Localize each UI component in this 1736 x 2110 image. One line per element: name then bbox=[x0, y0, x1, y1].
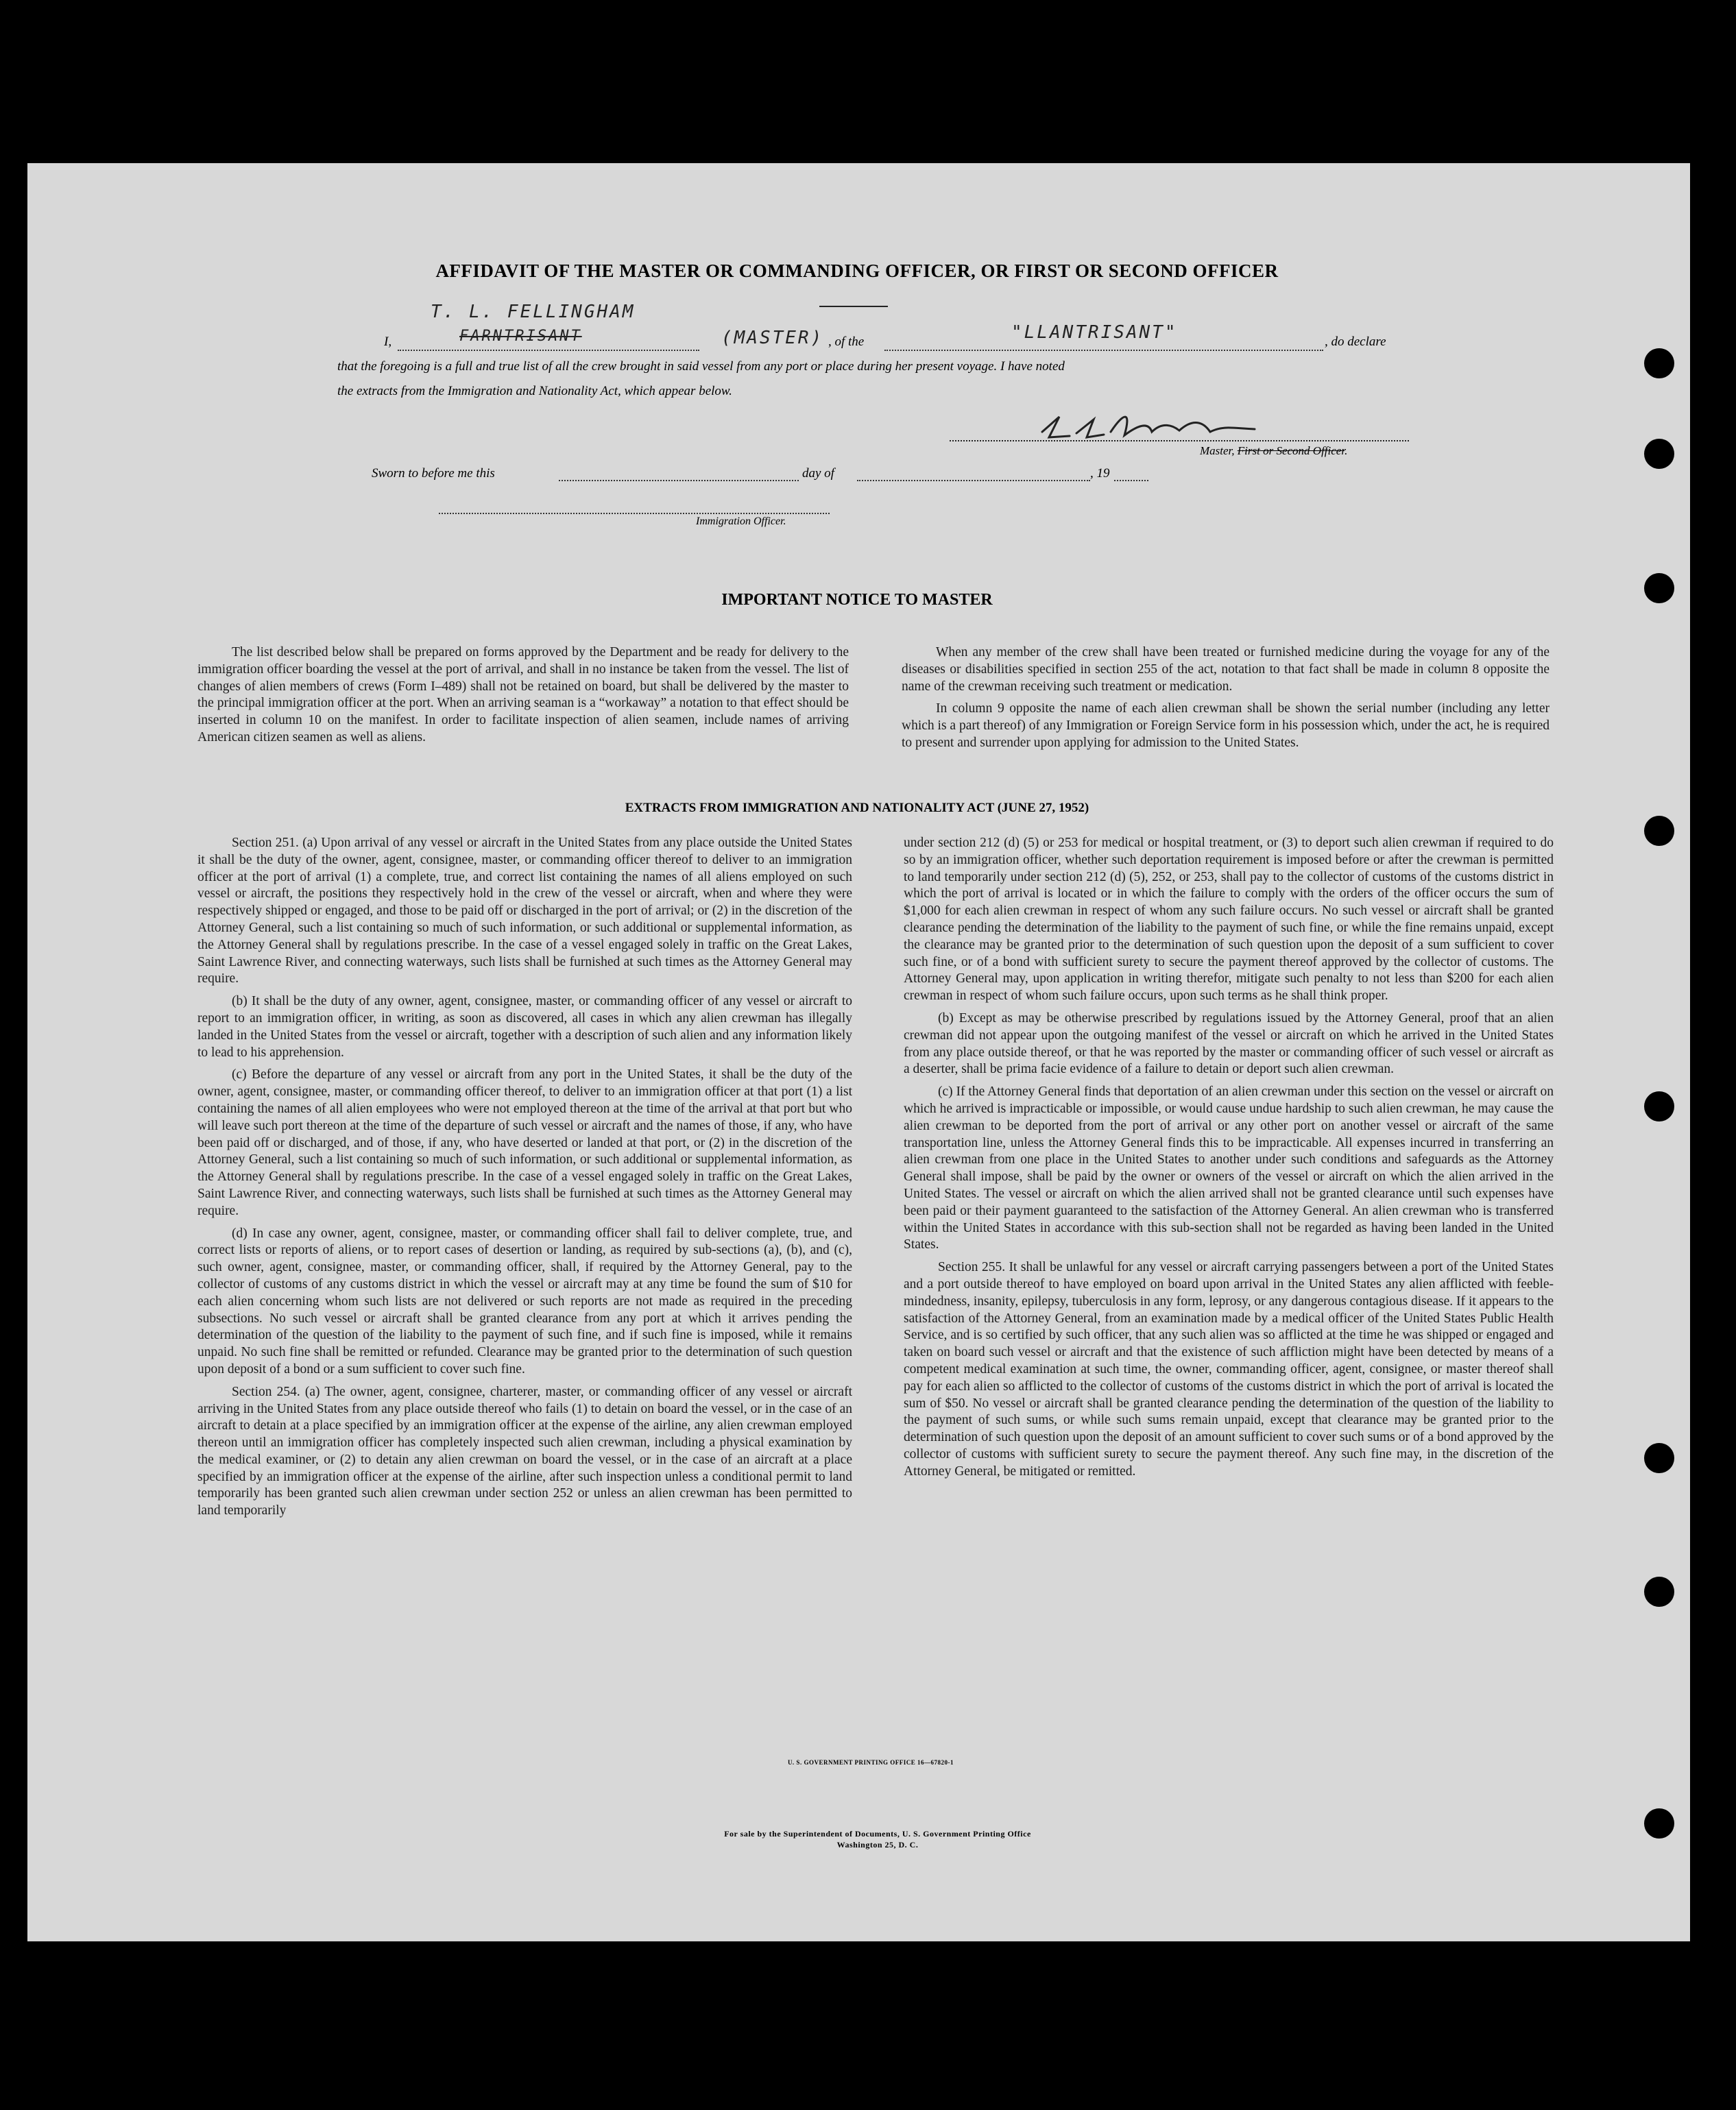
sworn-day-field bbox=[559, 480, 799, 481]
punch-hole bbox=[1644, 1577, 1674, 1607]
notice-title: IMPORTANT NOTICE TO MASTER bbox=[721, 591, 993, 609]
of-the-label: , of the bbox=[828, 335, 865, 349]
notice-right-column bbox=[902, 644, 1550, 757]
punch-hole bbox=[1644, 1443, 1674, 1473]
notice-right-paragraph-1: When any member of the crew shall have been treated or furnished medicine during the voyage for any of the diseases or disabilities specified in section 255 of the act, notation to that fact shall be made in column 8 opposite the name of the crewman receiving such treatment or medication. bbox=[902, 645, 1550, 694]
affidavit-title: AFFIDAVIT OF THE MASTER OR COMMANDING OFFICER, OR FIRST OR SECOND OFFICER bbox=[435, 260, 1279, 281]
punch-hole bbox=[1644, 1091, 1674, 1121]
extract-paragraph: Section 254. (a) The owner, agent, consignee, charterer, master, or commanding officer of any vessel or aircraft arriving in the United States from any place outside thereof who fails (1) to detain on board the vessel, or in the case of an aircraft to detain at a place specified by an immigration officer at the expense of the airline, any alien crewman employed thereon until an immigration officer has completely inspected such alien crewman, including a physical examination by the medical examiner, or (2) to detain any alien crewman on board the vessel, or in the case of an aircraft at a place specified by an immigration officer at the expense of the airline, after such inspection unless a conditional permit to land temporarily has been granted such alien crewman under section 252 or unless an alien crewman has been permitted to land temporarily bbox=[197, 1384, 852, 1518]
extract-paragraph: Section 251. (a) Upon arrival of any vessel or aircraft in the United States from any place outside the United States it shall be the duty of the owner, agent, consignee, master, or commanding officer thereof to deliver to an immigration officer at the port of arrival (1) a complete, true, and correct list containing the names of all aliens employed on such vessel or aircraft, the positions they respectively hold in the crew of the vessel or aircraft, when and where they were respectively shipped or engaged, and those to be paid off or discharged in the port of arrival; or (2) in the discretion of the Attorney General, such a list containing so much of such information, or such additional or supplemental information, as the Attorney General shall by regulations prescribe. In the case of a vessel engaged solely in traffic on the Great Lakes, Saint Lawrence River, and connecting waterways, such lists shall be furnished at such times as the Attorney General may require. bbox=[197, 836, 852, 986]
sworn-label: Sworn to before me this bbox=[372, 466, 495, 481]
caption-master: Master, bbox=[1200, 444, 1238, 457]
punch-hole bbox=[1644, 439, 1674, 469]
punch-hole bbox=[1644, 348, 1674, 378]
vessel-field bbox=[884, 350, 1323, 351]
gpo-line: U. S. GOVERNMENT PRINTING OFFICE 16—67820-1 bbox=[787, 1759, 954, 1766]
extracts-title: EXTRACTS FROM IMMIGRATION AND NATIONALITY ACT (JUNE 27, 1952) bbox=[625, 801, 1089, 815]
sale-line-2: Washington 25, D. C. bbox=[836, 1840, 919, 1850]
signature-line bbox=[950, 440, 1409, 441]
punch-hole bbox=[1644, 1808, 1674, 1839]
name-field bbox=[398, 350, 699, 351]
extract-paragraph: (c) Before the departure of any vessel or aircraft from any port in the United States, it shall be the duty of the owner, agent, consignee, master, or commanding officer thereof, to deliver to an immigration officer at that port (1) a list containing the names of all alien employees who were not employed thereon at the time of the arrival at that port but who will leave such port thereon at the time of the departure of such vessel or aircraft and the names of those, if any, who have been paid off or discharged, and of those, if any, who have deserted or landed at that port, or (2) in the discretion of the Attorney General, such a list containing so much of such information, or such additional or supplemental information, as the Attorney General shall by regulations prescribe. In the case of a vessel engaged solely in traffic on the Great Lakes, Saint Lawrence River, and connecting waterways, such lists shall be furnished at such times as the Attorney General may require. bbox=[197, 1067, 852, 1218]
notice-left-paragraph: The list described below shall be prepared on forms approved by the Department and be ready for delivery to the immigration officer boarding the vessel at the port of arrival, and shall in no instance be taken from the vessel. The list of changes of alien members of crews (Form I–489) shall not be retained on board, but shall be delivered by the master to the principal immigration officer at the port. When an arriving seaman is a “workaway” a notation to that effect should be inserted in column 10 on the manifest. In order to facilitate inspection of alien seamen, include names of arriving American citizen seamen as well as aliens. bbox=[197, 645, 849, 744]
vessel-name-handwritten: "LLANTRISANT" bbox=[1011, 322, 1178, 343]
extract-paragraph: Section 255. It shall be unlawful for any vessel or aircraft carrying passengers between a port of the United States and a port outside thereof to have employed on board upon arrival in the United States any alien afflicted with feeble-mindedness, insanity, epilepsy, tuberculosis in any form, leprosy, or any dangerous contagious disease. If it appears to the satisfaction of the Attorney General, from an examination made by a medical officer of the United States Public Health Service, and is so certified by such officer, that any such alien was so afflicted at the time he was shipped or engaged and taken on board such vessel or aircraft and that the existence of such affliction might have been detected by means of a competent medical examination at such time, the owner, commanding officer, agent, consignee, or master thereof shall pay for each alien so afflicted to the collector of customs of the customs district in which the port of arrival is located the sum of $50. No vessel or aircraft shall be granted clearance pending the determination of the question of the liability to the payment of such sums, or while such sums remain unpaid, except that clearance may be granted prior to the determination of such question upon the deposit of an amount sufficient to cover such sums or of a bond approved by the collector of customs with sufficient surety to secure the payment thereof. Any such fine may, in the discretion of the Attorney General, be mitigated or remitted. bbox=[904, 1260, 1554, 1479]
punch-hole bbox=[1644, 816, 1674, 846]
notice-right-paragraph-2: In column 9 opposite the name of each alien crewman shall be shown the serial number (including any letter which is a part thereof) of any Immigration or Foreign Service form in his possession which, under the act, he is required to present and surrender upon applying for admission to the United States. bbox=[902, 701, 1550, 750]
declaration-line-2: the extracts from the Immigration and Nationality Act, which appear below. bbox=[337, 384, 732, 398]
i-label: I, bbox=[384, 335, 392, 349]
sworn-year-field bbox=[1114, 480, 1148, 481]
extracts-left-column bbox=[197, 835, 852, 1525]
extract-paragraph: (d) In case any owner, agent, consignee, master, or commanding officer shall fail to deliver complete, true, and correct lists or reports of aliens, or to report cases of desertion or landing, as required by sub-sections (a), (b), and (c), such owner, agent, consignee, master, or commanding officer, shall, if required by the Attorney General, pay to the collector of customs of any customs district in which the vessel or aircraft may at any time be found the sum of $10 for each alien concerning whom such lists are not delivered or such reports are not made as required in the preceding subsections. No such vessel or aircraft shall be granted clearance from any port at which it arrives pending the determination of the question of the liability to the payment of such fine, and if such fine is imposed, while it remains unpaid. No such fine shall be remitted or refunded. Clearance may be granted prior to the determination of such question upon deposit of a bond or a sum sufficient to cover such fine. bbox=[197, 1226, 852, 1377]
extract-paragraph: (c) If the Attorney General finds that deportation of an alien crewman under this section on the vessel or aircraft on which he arrived is impracticable or impossible, or would cause undue hardship to such alien crewman, he may cause the alien crewman to be deported from the port of arrival or any other port on another vessel or aircraft of the same transportation line, unless the Attorney General finds this to be impracticable. All expenses incurred in transferring an alien crewman from one place in the United States to another under such conditions and safeguards as the Attorney General shall impose, shall be paid by the owner or owners of the vessel or aircraft on which the alien arrived in the United States. The vessel or aircraft on which the alien arrived shall not be granted clearance until such expenses have been paid or their payment guaranteed to the satisfaction of the Attorney General. An alien crewman who is transferred within the United States in accordance with this sub-section shall not be regarded as having been landed in the United States. bbox=[904, 1084, 1554, 1252]
immigration-officer-label: Immigration Officer. bbox=[696, 516, 786, 527]
caption-struck-officer: First or Second Officer bbox=[1237, 444, 1345, 457]
signature-caption bbox=[1200, 444, 1347, 458]
sworn-month-field bbox=[857, 480, 1090, 481]
caption-end: . bbox=[1345, 444, 1348, 457]
master-name-handwritten: T. L. FELLINGHAM bbox=[431, 302, 636, 322]
role-handwritten: (MASTER) bbox=[721, 328, 824, 348]
day-of-label: day of bbox=[802, 466, 834, 481]
struck-name-handwritten: FARNTRISANT bbox=[459, 328, 582, 345]
extract-paragraph: under section 212 (d) (5) or 253 for medical or hospital treatment, or (3) to deport such alien crewman if required to do so by an immigration officer, whether such deportation requirement is imposed before or after the crewman is permitted to land temporarily under section 212 (d) (5), 252, or 253, shall pay to the collector of customs of the customs district in which the port of arrival is located or in which the failure to comply with the orders of the officer occurs the sum of $1,000 for each alien crewman in respect of whom any such failure occurs. No such vessel or aircraft shall be granted clearance pending the determination of the liability to the payment of such fine, or while the fine remains unpaid, except the clearance may be granted prior to the determination of such question upon the deposit of a sum sufficient to cover such fine, or of a bond with sufficient surety to secure the payment thereof approved by the collector of customs. The Attorney General may, upon application in writing therefor, mitigate such penalty to not less than $200 for each alien crewman in respect of whom such failure occurs, upon such terms as he shall think proper. bbox=[904, 836, 1554, 1004]
notice-left-column bbox=[197, 644, 849, 752]
extracts-right-column bbox=[904, 835, 1554, 1486]
sale-line-1: For sale by the Superintendent of Documents, U. S. Government Printing Office bbox=[724, 1829, 1031, 1839]
extract-paragraph: (b) Except as may be otherwise prescribed by regulations issued by the Attorney General, proof that an alien crewman did not appear upon the outgoing manifest of the vessel or aircraft on which he arrived in the United States from any place outside thereof, or that he was reported by the master or commanding officer of such vessel or aircraft as a deserter, shall be prima facie evidence of a failure to detain or deport such alien crewman. bbox=[904, 1010, 1554, 1077]
declaration-line-1: that the foregoing is a full and true list of all the crew brought in said vessel from any port or place during her present voyage. I have noted bbox=[337, 359, 1065, 374]
extract-paragraph: (b) It shall be the duty of any owner, agent, consignee, master, or commanding officer of any vessel or aircraft to report to an immigration officer, in writing, as soon as discovered, all cases in which any alien crewman has illegally landed in the United States from the vessel or aircraft, together with a description of such alien and any information likely to lead to his apprehension. bbox=[197, 994, 852, 1060]
title-underline bbox=[819, 306, 888, 307]
year-label: , 19 bbox=[1090, 466, 1110, 481]
do-declare-label: , do declare bbox=[1325, 335, 1386, 349]
immigration-officer-line bbox=[439, 513, 830, 514]
